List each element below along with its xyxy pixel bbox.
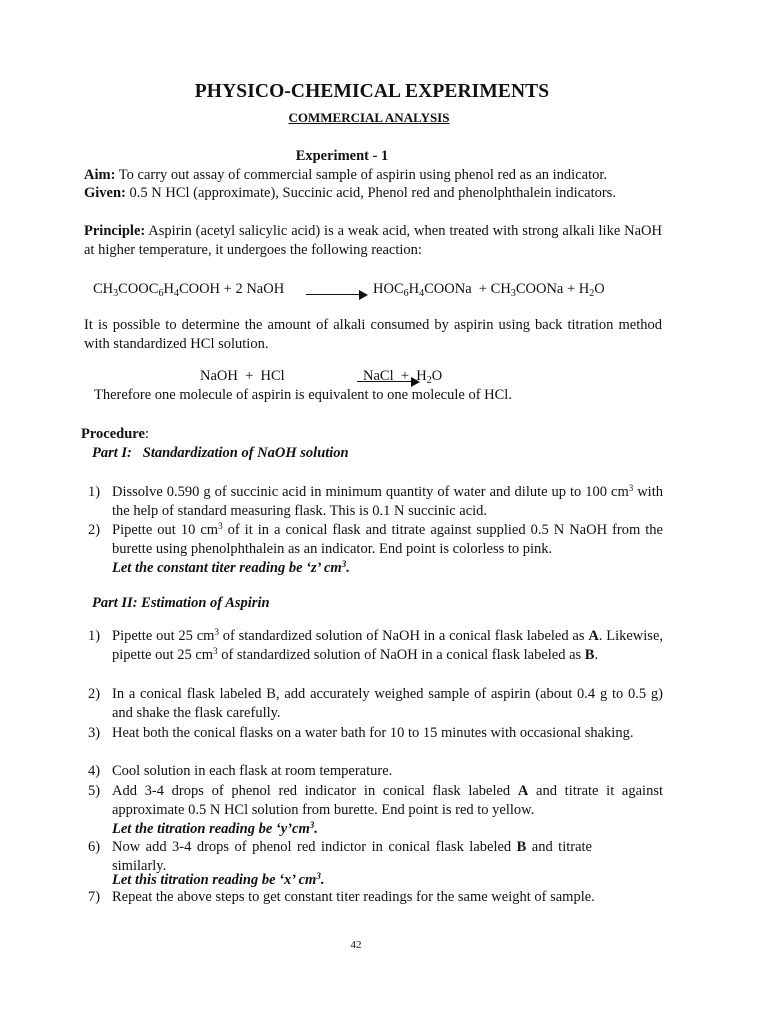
reaction-1-left: $CH_3COOC_6H_4COOH + 2$ NaOH — [93, 281, 285, 299]
part-2-step-7: 7) Repeat the above steps to get constant titer readings for the same weight of sample. — [88, 889, 595, 905]
conclusion-line: Therefore one molecule of aspirin is equivalent to one molecule of HCl. — [94, 387, 512, 403]
part-2-step-6: 6) Now add 3-4 drops of phenol red indictor in conical flask labeled B and titrate similarly. — [88, 839, 592, 874]
part-1-step-1: 1) Dissolve 0.590 g of succinic acid in minimum quantity of water and dilute up to 100 $cm^3$ with the help of standard measuring flask. This is 0.1 N succinic acid. — [88, 483, 663, 519]
part-2-step-5: 5) Add 3-4 drops of phenol red indicator in conical flask labeled A and titrate it against approximate 0.5 N HCl solution from burette. End point is red to yellow. — [88, 783, 663, 818]
principle-text: Aspirin (acetyl salicylic acid) is a weak acid, when treated with strong alkali like NaOH at higher temperature, it undergoes the following reaction: — [84, 223, 662, 258]
part-2-step-1: 1) Pipette out 25 $cm^3$ of standardized solution of NaOH in a conical flask labeled as A. Likewise, pipette out 25 $cm^3$ of standardized solution of NaOH in a conical flask labeled as B. — [88, 627, 664, 663]
part-2-step-4: 4) Cool solution in each flask at room temperature. — [88, 763, 393, 779]
part-2-heading: Part II: Estimation of Aspirin — [92, 595, 270, 611]
given-label: Given: — [84, 185, 126, 201]
reaction-1-right: $HOC_6H_4COONa$ + $CH_3COONa + H_2O$ — [373, 281, 605, 299]
aim-line — [84, 166, 607, 185]
part-1-heading: Part I: Standardization of NaOH solution — [92, 445, 349, 461]
part-2-note-y: Let the titration reading be ‘$y’cm^3$. — [112, 820, 318, 837]
aim-text: To carry out assay of commercial sample of aspirin using phenol red as an indicator. — [118, 167, 608, 183]
part-2-step-3: 3) Heat both the conical flasks on a water bath for 10 to 15 minutes with occasional shaking. — [88, 725, 634, 741]
given-text: 0.5 N HCl (approximate), Succinic acid, Phenol red and phenolphthalein indicators. — [129, 185, 616, 201]
page-subtitle: COMMERCIAL ANALYSIS — [288, 110, 450, 125]
part-2-note-x: Let this titration reading be ‘x’ $cm^3$. — [112, 871, 325, 888]
reaction-2-right: NaCl + $H_2O$ — [363, 368, 443, 386]
part-2-step-2: 2) In a conical flask labeled B, add accurately weighed sample of aspirin (about 0.4 g to 0.5 g) and shake the flask carefully. — [88, 686, 663, 721]
principle-paragraph-2: It is possible to determine the amount of alkali consumed by aspirin using back titration method with standardized HCl solution. — [84, 317, 662, 352]
aim-label: Aim: — [84, 167, 116, 183]
part-1-note: Let the constant titer reading be ‘z’ $cm^3$. — [112, 559, 350, 576]
reaction-2-left: NaOH + HCl — [200, 368, 285, 384]
principle-label: Principle: — [84, 223, 146, 239]
page-number: 42 — [350, 939, 362, 951]
page-title: PHYSICO-CHEMICAL EXPERIMENTS — [194, 81, 550, 102]
given-line — [84, 184, 616, 203]
experiment-heading: Experiment - 1 — [295, 148, 389, 164]
principle-paragraph — [84, 222, 662, 260]
reaction-1-arrow-icon — [306, 290, 368, 300]
part-1-step-2: 2) Pipette out 10 $cm^3$ of it in a conical flask and titrate against supplied 0.5 N NaOH from the burette using phenolphthalein as an indicator. End point is colorless to pink. — [88, 521, 663, 557]
procedure-heading: Procedure: — [81, 426, 149, 442]
